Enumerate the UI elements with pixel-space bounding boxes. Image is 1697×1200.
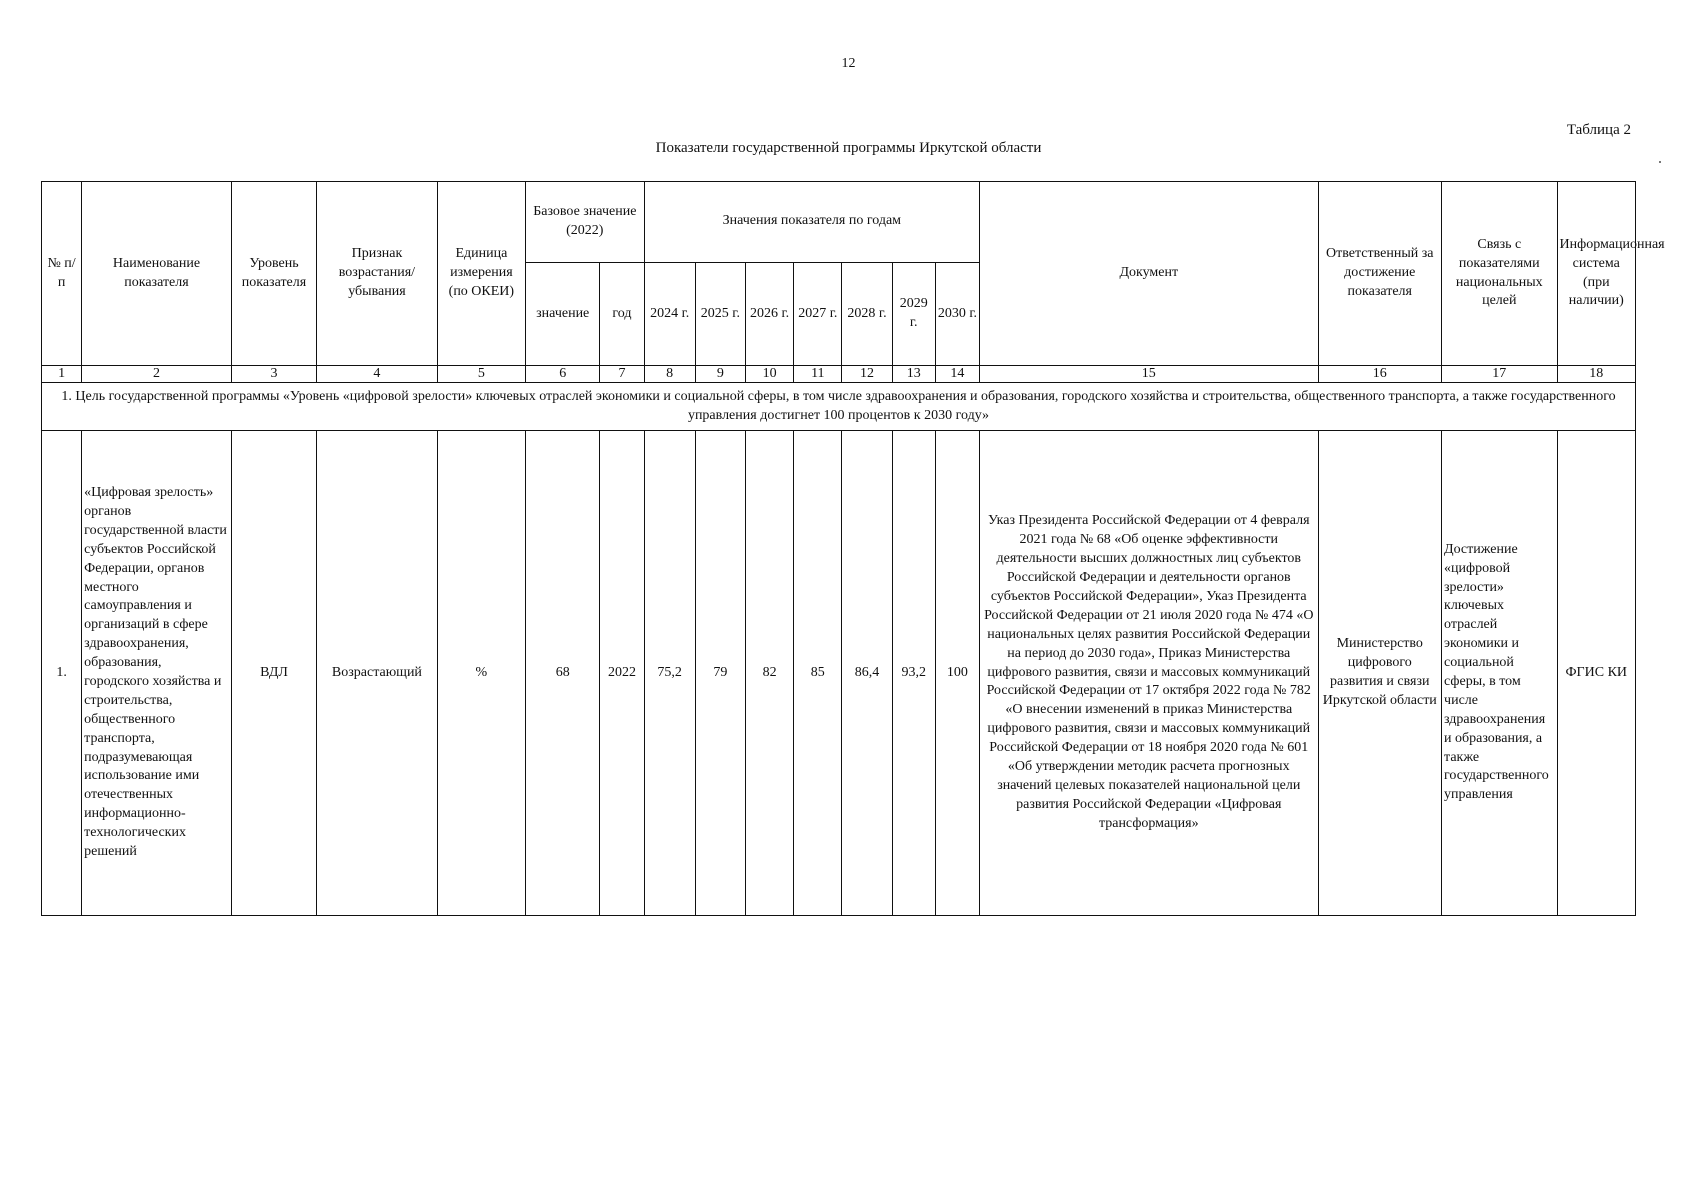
- value-2024: 75,2: [644, 431, 695, 916]
- column-number: 10: [746, 366, 794, 383]
- column-number: 12: [842, 366, 892, 383]
- column-number: 15: [980, 366, 1318, 383]
- header-unit: Единица измерения (по ОКЕИ): [437, 182, 525, 366]
- header-base-value: значение: [526, 263, 600, 366]
- column-number: 8: [644, 366, 695, 383]
- document-text: Указ Президента Российской Федерации от 4 февраля 2021 года № 68 «Об оценке эффективности деятельности высших должностных лиц субъектов Российской Федерации и деятельности органов субъектов Российской Федерации», Указ Президента Российской Федерации от 21 июля 2020 года № 474 «О национальных целях развития Российской Федерации на период до 2030 года», Приказ Министерства цифрового развития, связи и массовых коммуникаций Российской Федерации от 17 октября 2022 года № 782 «О внесении изменений в приказ Министерства цифрового развития, связи и массовых коммуникаций Российской Федерации от 18 ноября 2020 года № 601 «Об утверждении методик расчета прогнозных значений целевых показателей национальной цели развития Российской Федерации «Цифровая трансформация»: [980, 431, 1318, 916]
- column-number: 7: [600, 366, 644, 383]
- page-number: 12: [841, 56, 856, 71]
- header-year-2029: 2029 г.: [892, 263, 935, 366]
- header-years-group: Значения показателя по годам: [644, 182, 979, 263]
- goal-row: [42, 383, 1636, 431]
- header-row-1: [42, 182, 1636, 263]
- column-number: 14: [935, 366, 979, 383]
- column-number: 6: [526, 366, 600, 383]
- value-2027: 85: [794, 431, 842, 916]
- value-2026: 82: [746, 431, 794, 916]
- indicator-name: «Цифровая зрелость» органов государственной власти субъектов Российской Федерации, органов местного самоуправления и организаций в сфере здравоохранения, образования, городского хозяйства и строительства, общественного транспорта, подразумевающая использование ими отечественных информационно-технологических решений: [82, 431, 232, 916]
- column-number: 16: [1318, 366, 1442, 383]
- header-year-2028: 2028 г.: [842, 263, 892, 366]
- value-2029: 93,2: [892, 431, 935, 916]
- column-number: 5: [437, 366, 525, 383]
- column-number: 1: [42, 366, 82, 383]
- column-number: 11: [794, 366, 842, 383]
- header-link: Связь с показателями национальных целей: [1442, 182, 1558, 366]
- column-number: 17: [1442, 366, 1558, 383]
- column-number: 9: [695, 366, 745, 383]
- responsible-text: Министерство цифрового развития и связи Иркутской области: [1318, 431, 1442, 916]
- goal-text: 1. Цель государственной программы «Уровень «цифровой зрелости» ключевых отраслей экономики и социальной сферы, в том числе здравоохранения и образования, городского хозяйства и строительства, общественного транспорта, а также государственного управления достигнет 100 процентов к 2030 году»: [42, 383, 1636, 431]
- row-num: 1.: [42, 431, 82, 916]
- header-responsible: Ответственный за достижение показателя: [1318, 182, 1442, 366]
- column-number: 18: [1557, 366, 1635, 383]
- header-year-2024: 2024 г.: [644, 263, 695, 366]
- column-number: 3: [231, 366, 316, 383]
- indicator-sign: Возрастающий: [317, 431, 438, 916]
- value-2030: 100: [935, 431, 979, 916]
- indicator-level: ВДЛ: [231, 431, 316, 916]
- base-year: 2022: [600, 431, 644, 916]
- header-year-2025: 2025 г.: [695, 263, 745, 366]
- header-year-2027: 2027 г.: [794, 263, 842, 366]
- header-year-2030: 2030 г.: [935, 263, 979, 366]
- info-system: ФГИС КИ: [1557, 431, 1635, 916]
- scan-speck: [1659, 161, 1661, 163]
- column-number: 4: [317, 366, 438, 383]
- header-sign: Признак возрастания/убывания: [317, 182, 438, 366]
- header-level: Уровень показателя: [231, 182, 316, 366]
- column-number: 2: [82, 366, 232, 383]
- header-name: Наименование показателя: [82, 182, 232, 366]
- header-num: № п/п: [42, 182, 82, 366]
- table-label: Таблица 2: [1566, 122, 1631, 138]
- column-number: 13: [892, 366, 935, 383]
- value-2028: 86,4: [842, 431, 892, 916]
- table-title: Показатели государственной программы Иркутской области: [655, 140, 1042, 156]
- value-2025: 79: [695, 431, 745, 916]
- base-value: 68: [526, 431, 600, 916]
- indicator-unit: %: [437, 431, 525, 916]
- table-row: [42, 431, 1636, 916]
- header-info-system: Информационная система (при наличии): [1557, 182, 1635, 366]
- header-document: Документ: [980, 182, 1318, 366]
- header-year-2026: 2026 г.: [746, 263, 794, 366]
- indicators-table: [41, 181, 1665, 916]
- header-base: Базовое значение (2022): [526, 182, 645, 263]
- national-goal-link: Достижение «цифровой зрелости» ключевых отраслей экономики и социальной сферы, в том числе здравоохранения и образования, а также государственного управления: [1442, 431, 1558, 916]
- column-numbers-row: [42, 366, 1636, 383]
- header-base-year: год: [600, 263, 644, 366]
